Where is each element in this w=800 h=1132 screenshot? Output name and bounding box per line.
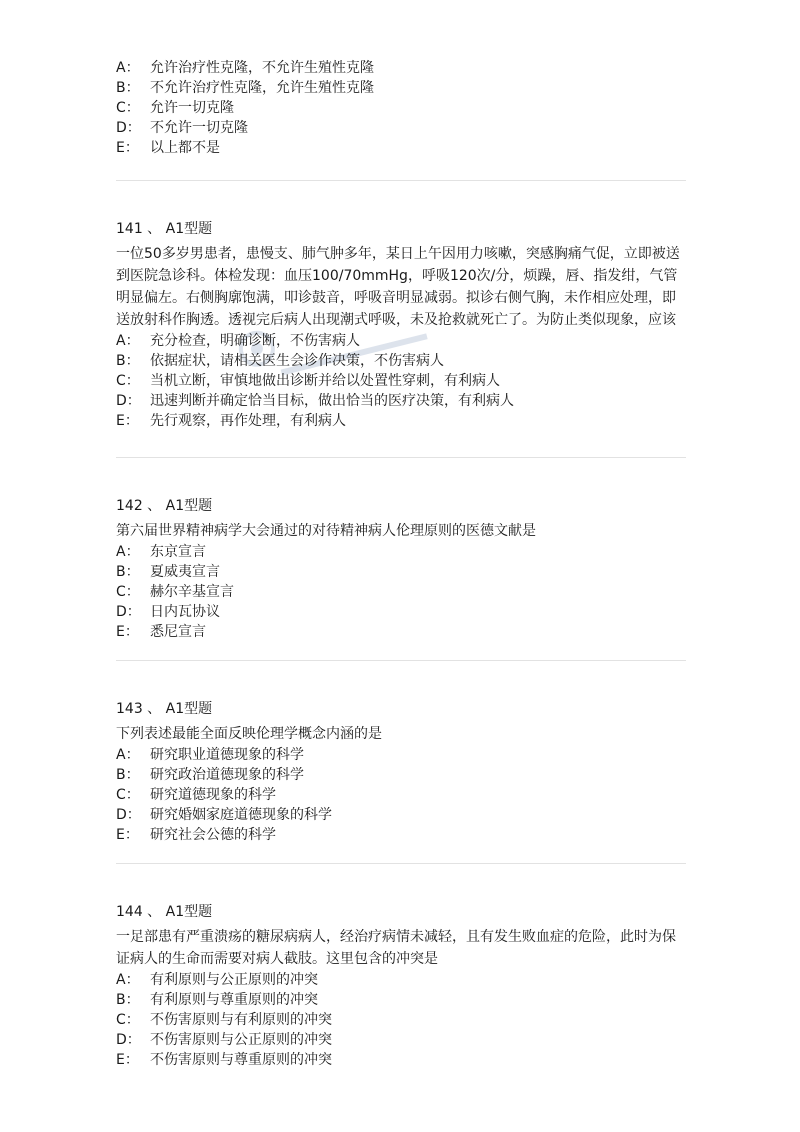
option-b[interactable]: [116, 562, 686, 582]
option-letter: A：: [116, 333, 140, 349]
option-letter: E：: [116, 624, 139, 640]
option-text: 不伤害原则与尊重原则的冲突: [150, 1052, 332, 1068]
option-text: 夏威夷宣言: [150, 564, 220, 580]
option-letter: C：: [116, 373, 140, 389]
question-number: 141 、 A1型题: [116, 221, 213, 237]
option-text: 允许一切克隆: [150, 100, 234, 116]
option-c[interactable]: [116, 1010, 686, 1030]
option-d[interactable]: [116, 602, 686, 622]
question-number: 143 、 A1型题: [116, 701, 213, 717]
option-letter: D：: [116, 393, 141, 409]
option-text: 研究社会公德的科学: [150, 827, 276, 843]
option-b[interactable]: [116, 78, 686, 98]
option-letter: A：: [116, 60, 140, 76]
option-e[interactable]: [116, 825, 686, 845]
option-e[interactable]: [116, 1050, 686, 1070]
option-text: 有利原则与公正原则的冲突: [150, 972, 318, 988]
document-page: [116, 58, 686, 1068]
question-144: [116, 902, 686, 1068]
option-letter: D：: [116, 807, 141, 823]
option-text: 研究道德现象的科学: [150, 787, 276, 803]
question-141: [116, 219, 686, 437]
option-text: 不允许治疗性克隆，允许生殖性克隆: [150, 80, 374, 96]
option-letter: A：: [116, 972, 140, 988]
option-d[interactable]: [116, 118, 686, 138]
option-text: 不伤害原则与公正原则的冲突: [150, 1032, 332, 1048]
question-stem: 一足部患有严重溃疡的糖尿病病人，经治疗病情未减轻，且有发生败血症的危险，此时为保证病人的生命而需要对病人截肢。这里包含的冲突是: [116, 929, 676, 967]
option-letter: C：: [116, 100, 140, 116]
option-text: 不允许一切克隆: [150, 120, 248, 136]
option-d[interactable]: [116, 1030, 686, 1050]
option-letter: B：: [116, 767, 140, 783]
option-letter: E：: [116, 413, 139, 429]
option-c[interactable]: [116, 98, 686, 118]
option-text: 悉尼宣言: [150, 624, 206, 640]
option-c[interactable]: [116, 582, 686, 602]
option-letter: C：: [116, 584, 140, 600]
option-c[interactable]: [116, 785, 686, 805]
option-c[interactable]: [116, 371, 686, 391]
question-stem: 第六届世界精神病学大会通过的对待精神病人伦理原则的医德文献是: [116, 523, 536, 539]
option-text: 允许治疗性克隆，不允许生殖性克隆: [150, 60, 374, 76]
option-a[interactable]: [116, 970, 686, 990]
option-letter: D：: [116, 604, 141, 620]
option-letter: C：: [116, 787, 140, 803]
option-a[interactable]: [116, 542, 686, 562]
option-text: 以上都不是: [150, 140, 220, 156]
option-letter: A：: [116, 544, 140, 560]
option-text: 研究政治道德现象的科学: [150, 767, 304, 783]
option-text: 不伤害原则与有利原则的冲突: [150, 1012, 332, 1028]
option-e[interactable]: [116, 622, 686, 642]
option-text: 依据症状，请相关医生会诊作决策，不伤害病人: [150, 353, 444, 369]
option-letter: E：: [116, 140, 139, 156]
option-b[interactable]: [116, 990, 686, 1010]
option-e[interactable]: [116, 138, 686, 158]
option-text: 当机立断，审慎地做出诊断并给以处置性穿刺，有利病人: [150, 373, 500, 389]
option-d[interactable]: [116, 805, 686, 825]
option-e[interactable]: [116, 411, 686, 431]
option-letter: E：: [116, 827, 139, 843]
option-letter: B：: [116, 564, 140, 580]
option-text: 研究职业道德现象的科学: [150, 747, 304, 763]
question-number: 144 、 A1型题: [116, 904, 213, 920]
option-letter: C：: [116, 1012, 140, 1028]
option-b[interactable]: [116, 765, 686, 785]
option-b[interactable]: [116, 351, 686, 371]
option-letter: A：: [116, 747, 140, 763]
option-text: 充分检查，明确诊断，不伤害病人: [150, 333, 360, 349]
option-text: 迅速判断并确定恰当目标，做出恰当的医疗决策，有利病人: [150, 393, 514, 409]
option-d[interactable]: [116, 391, 686, 411]
option-letter: D：: [116, 1032, 141, 1048]
option-a[interactable]: [116, 331, 686, 351]
option-text: 日内瓦协议: [150, 604, 220, 620]
option-text: 研究婚姻家庭道德现象的科学: [150, 807, 332, 823]
question-142: [116, 496, 686, 640]
option-text: 先行观察，再作处理，有利病人: [150, 413, 346, 429]
question-number: 142 、 A1型题: [116, 498, 213, 514]
question-143: [116, 699, 686, 843]
option-letter: B：: [116, 992, 140, 1008]
option-text: 东京宣言: [150, 544, 206, 560]
option-letter: B：: [116, 353, 140, 369]
option-text: 赫尔辛基宣言: [150, 584, 234, 600]
option-a[interactable]: [116, 58, 686, 78]
option-letter: E：: [116, 1052, 139, 1068]
option-a[interactable]: [116, 745, 686, 765]
option-letter: D：: [116, 120, 141, 136]
question-stem: 一位50多岁男患者，患慢支、肺气肿多年，某日上午因用力咳嗽，突感胸痛气促，立即被送到医院急诊科。体检发现：血压100/70mmHg，呼吸120次/分，烦躁，唇、指发绀，气管明显偏左。右侧胸廓饱满，叩诊鼓音，呼吸音明显减弱。拟诊右侧气胸，未作相应处理，即送放射科作胸透。透视完后病人出现潮式呼吸，未及抢救就死亡了。为防止类似现象，应该: [116, 246, 680, 328]
question-prev: [116, 58, 686, 162]
option-letter: B：: [116, 80, 140, 96]
question-stem: 下列表述最能全面反映伦理学概念内涵的是: [116, 726, 382, 742]
option-text: 有利原则与尊重原则的冲突: [150, 992, 318, 1008]
